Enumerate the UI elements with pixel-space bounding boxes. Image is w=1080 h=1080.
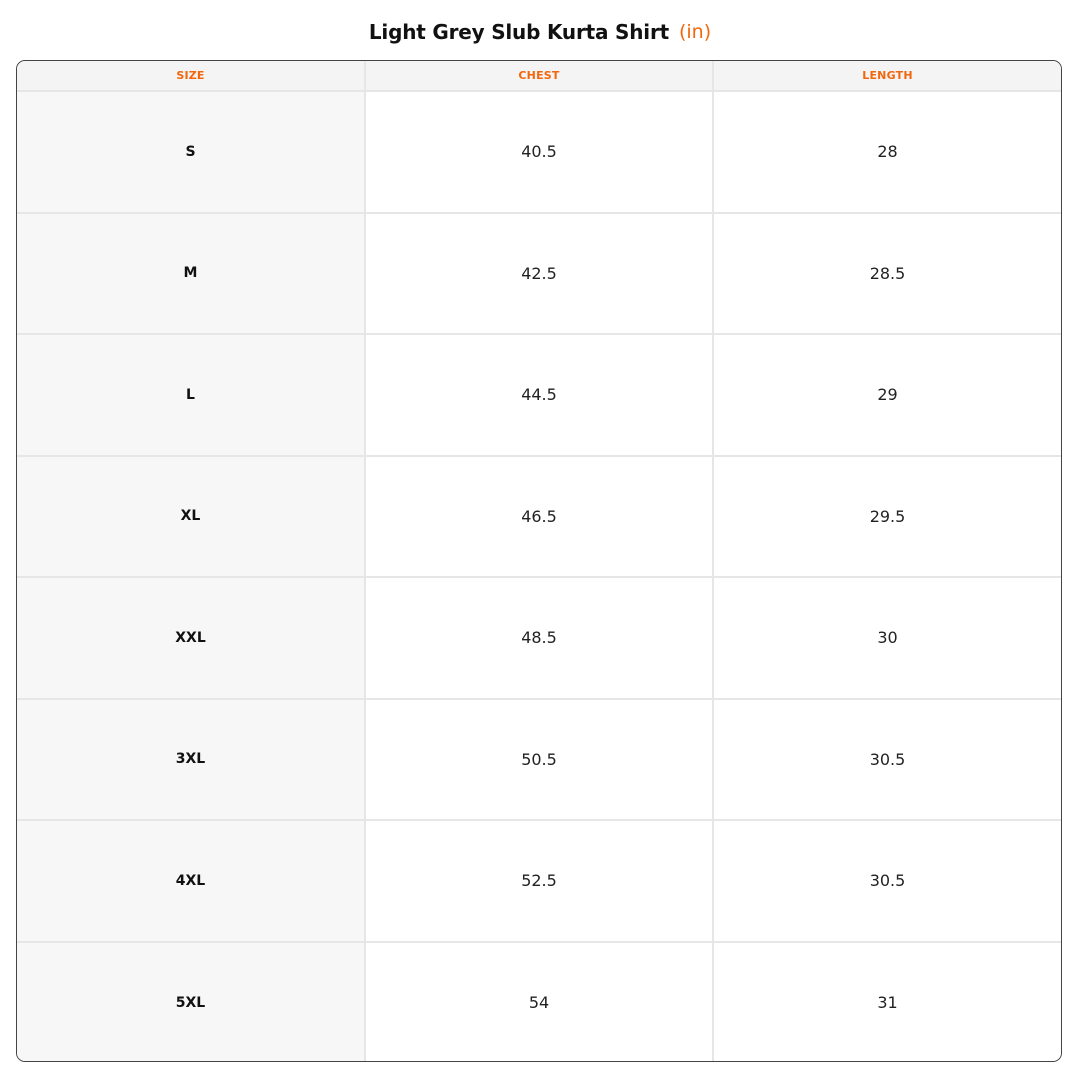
unit-label: (in) <box>678 21 712 43</box>
length-cell: 29 <box>713 334 1061 456</box>
length-cell: 28.5 <box>713 213 1061 335</box>
table-row <box>17 456 1061 578</box>
size-cell: XL <box>17 456 365 578</box>
size-cell: 3XL <box>17 699 365 821</box>
size-cell: L <box>17 334 365 456</box>
size-cell: XXL <box>17 577 365 699</box>
length-cell: 30.5 <box>713 699 1061 821</box>
size-cell: 4XL <box>17 820 365 942</box>
chest-cell: 48.5 <box>365 577 713 699</box>
size-cell: 5XL <box>17 942 365 1063</box>
length-cell: 29.5 <box>713 456 1061 578</box>
length-cell: 30 <box>713 577 1061 699</box>
chest-cell: 40.5 <box>365 91 713 213</box>
length-cell: 30.5 <box>713 820 1061 942</box>
table-row <box>17 334 1061 456</box>
size-cell: S <box>17 91 365 213</box>
table-row <box>17 91 1061 213</box>
table-row <box>17 213 1061 335</box>
table-header-row <box>17 61 1061 91</box>
table-row <box>17 577 1061 699</box>
chest-cell: 46.5 <box>365 456 713 578</box>
chest-cell: 44.5 <box>365 334 713 456</box>
table-row <box>17 699 1061 821</box>
column-header-length: LENGTH <box>713 61 1061 91</box>
length-cell: 31 <box>713 942 1061 1063</box>
size-chart-table-container <box>16 60 1062 1062</box>
chest-cell: 50.5 <box>365 699 713 821</box>
size-chart-header <box>0 14 1080 50</box>
table-row <box>17 942 1061 1063</box>
length-cell: 28 <box>713 91 1061 213</box>
page-title: Light Grey Slub Kurta Shirt <box>368 20 669 44</box>
size-cell: M <box>17 213 365 335</box>
column-header-chest: CHEST <box>365 61 713 91</box>
size-chart-table <box>17 61 1061 1062</box>
chest-cell: 52.5 <box>365 820 713 942</box>
chest-cell: 54 <box>365 942 713 1063</box>
chest-cell: 42.5 <box>365 213 713 335</box>
column-header-size: SIZE <box>17 61 365 91</box>
table-row <box>17 820 1061 942</box>
